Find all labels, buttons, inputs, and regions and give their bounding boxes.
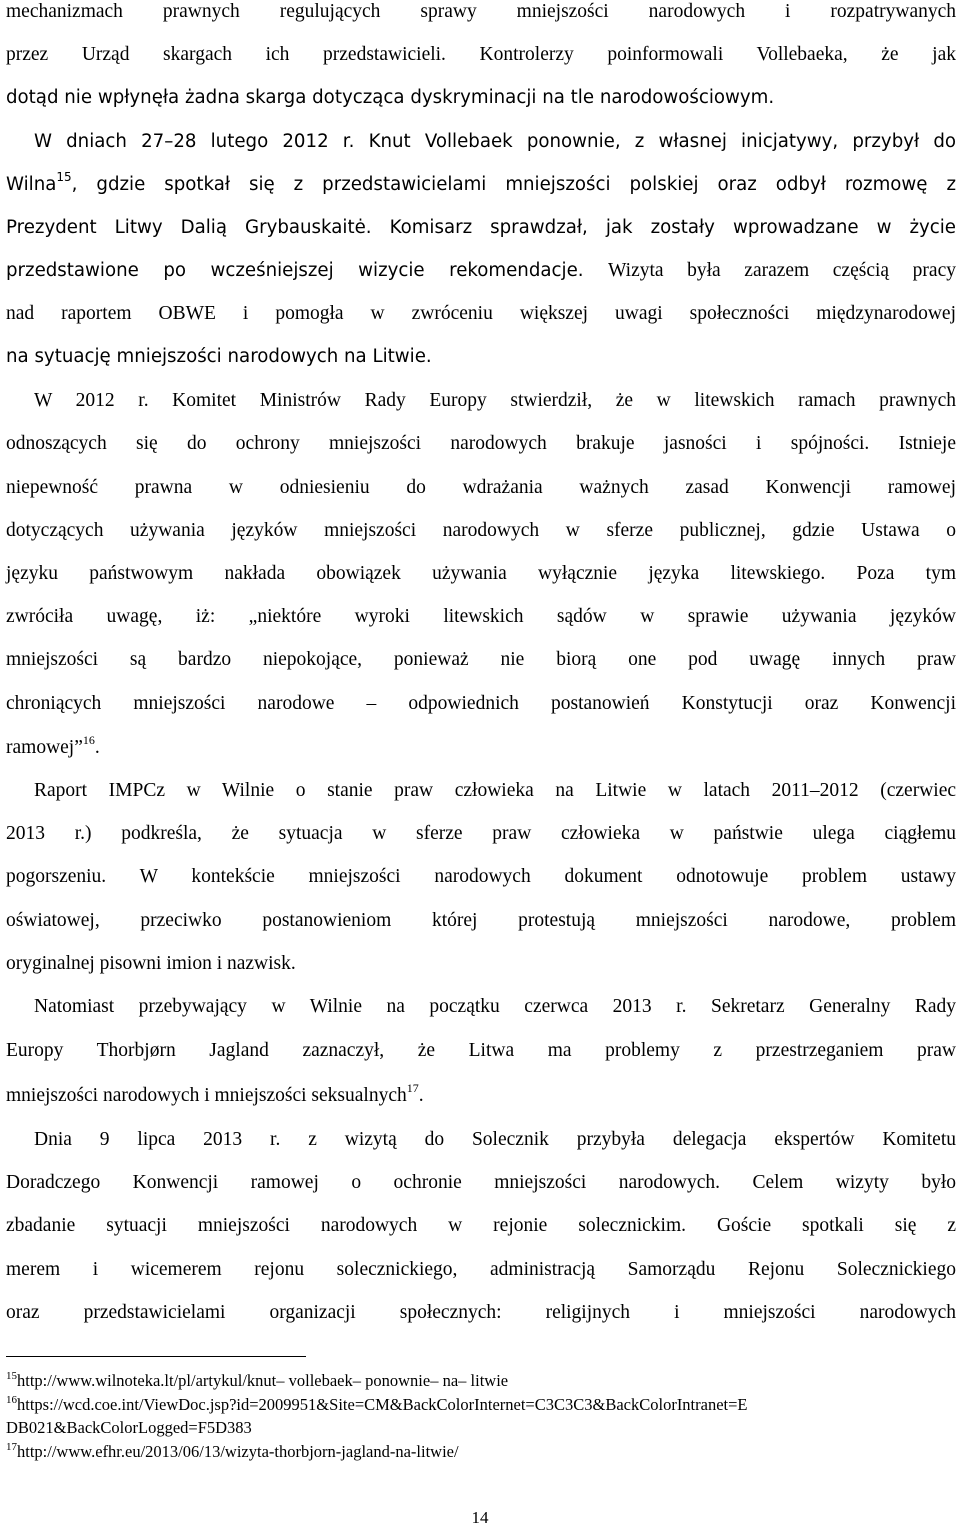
- body-line: zwróciła uwagę, iż: „niektóre wyroki litewskich sądów w sprawie używania języków: [6, 606, 956, 627]
- paragraph-start-line: Natomiast przebywający w Wilnie na początku czerwca 2013 r. Sekretarz Generalny Rady: [34, 996, 956, 1017]
- body-line: Wilna$^{15}$, gdzie spotkał się z przedstawicielami mniejszości polskiej oraz odbył rozmowę z: [6, 170, 956, 195]
- body-line: języku państwowym nakłada obowiązek używania wyłącznie języka litewskiego. Poza tym: [6, 563, 956, 584]
- body-line: oświatowej, przeciwko postanowieniom której protestują mniejszości narodowe, problem: [6, 910, 956, 931]
- body-line: zbadanie sytuacji mniejszości narodowych w rejonie solecznickim. Goście spotkali się z: [6, 1215, 956, 1236]
- page-number: 14: [471, 1508, 489, 1527]
- footnote: [6, 1395, 748, 1415]
- body-line: dotąd nie wpłynęła żadna skarga dotycząca dyskryminacji na tle narodowościowym.: [6, 87, 775, 108]
- body-line: przez Urząd skargach ich przedstawicieli. Kontrolerzy poinformowali Vollebaeka, że jak: [6, 44, 956, 65]
- body-line: ramowej”$^{16}$.: [6, 733, 100, 758]
- body-line: mechanizmach prawnych regulujących sprawy mniejszości narodowych i rozpatrywanych: [6, 1, 956, 22]
- footnote-separator: [6, 1356, 306, 1357]
- footnote-link[interactable]: https://wcd.coe.int/ViewDoc.jsp?id=2009951&Site=CM&BackColorInternet=C3C3C3&BackColorIntranet=E: [17, 1395, 748, 1414]
- body-line: mniejszości są bardzo niepokojące, ponieważ nie biorą one pod uwagę innych praw: [6, 649, 956, 670]
- paragraph-start-line: Raport IMPCz w Wilnie o stanie praw człowieka na Litwie w latach 2011–2012 (czerwiec: [34, 780, 956, 801]
- footnote-link[interactable]: DB021&BackColorLogged=F5D383: [6, 1418, 252, 1437]
- footnote: [6, 1442, 459, 1462]
- footnote-continuation: [6, 1418, 252, 1438]
- body-line: Europy Thorbjørn Jagland zaznaczył, że Litwa ma problemy z przestrzeganiem praw: [6, 1040, 956, 1061]
- footnote-number: 16: [6, 1394, 17, 1406]
- body-line: mniejszości narodowych i mniejszości seksualnych$^{17}$.: [6, 1081, 424, 1106]
- body-line: na sytuację mniejszości narodowych na Litwie.: [6, 346, 432, 367]
- footnote-number: 15: [6, 1370, 17, 1382]
- body-line: dotyczących używania języków mniejszości narodowych w sferze publicznej, gdzie Ustawa o: [6, 520, 956, 541]
- body-line: nad raportem OBWE i pomogła w zwróceniu większej uwagi społeczności międzynarodowej: [6, 303, 956, 324]
- body-line: Prezydent Litwy Dalią Grybauskaitė. Komisarz sprawdzał, jak zostały wprowadzane w życie: [6, 217, 956, 238]
- footnote-ref: 15: [56, 170, 72, 184]
- body-line: Doradczego Konwencji ramowej o ochronie mniejszości narodowych. Celem wizyty było: [6, 1172, 956, 1193]
- footnote: [6, 1371, 508, 1391]
- body-line: oryginalnej pisowni imion i nazwisk.: [6, 953, 296, 974]
- footnote-link[interactable]: http://www.wilnoteka.lt/pl/artykul/knut– vollebaek– ponownie– na– litwie: [17, 1371, 509, 1390]
- body-line: niepewność prawna w odniesieniu do wdrażania ważnych zasad Konwencji ramowej: [6, 477, 956, 498]
- paragraph-start-line: W 2012 r. Komitet Ministrów Rady Europy stwierdził, że w litewskich ramach prawnych: [34, 390, 956, 411]
- body-line: 2013 r.) podkreśla, że sytuacja w sferze praw człowieka w państwie ulega ciągłemu: [6, 823, 956, 844]
- body-line: merem i wicemerem rejonu solecznickiego, administracją Samorządu Rejonu Solecznickiego: [6, 1259, 956, 1280]
- body-line: pogorszeniu. W kontekście mniejszości narodowych dokument odnotowuje problem ustawy: [6, 866, 956, 887]
- footnote-ref: 16: [82, 733, 95, 747]
- paragraph-start-line: W dniach 27–28 lutego 2012 r. Knut Vollebaek ponownie, z własnej inicjatywy, przybył do: [34, 131, 957, 152]
- footnote-ref: 17: [406, 1081, 419, 1095]
- body-line: oraz przedstawicielami organizacji społecznych: religijnych i mniejszości narodowych: [6, 1302, 956, 1323]
- body-line: odnoszących się do ochrony mniejszości narodowych brakuje jasności i spójności. Istnieje: [6, 433, 956, 454]
- body-line: przedstawione po wcześniejszej wizycie rekomendacje. Wizyta była zarazem częścią pracy: [6, 260, 956, 281]
- footnote-link[interactable]: http://www.efhr.eu/2013/06/13/wizyta-thorbjorn-jagland-na-litwie/: [17, 1442, 459, 1461]
- body-line: chroniących mniejszości narodowe – odpowiednich postanowień Konstytucji oraz Konwencji: [6, 693, 956, 714]
- footnote-number: 17: [6, 1441, 17, 1453]
- paragraph-start-line: Dnia 9 lipca 2013 r. z wizytą do Solecznik przybyła delegacja ekspertów Komitetu: [34, 1129, 956, 1150]
